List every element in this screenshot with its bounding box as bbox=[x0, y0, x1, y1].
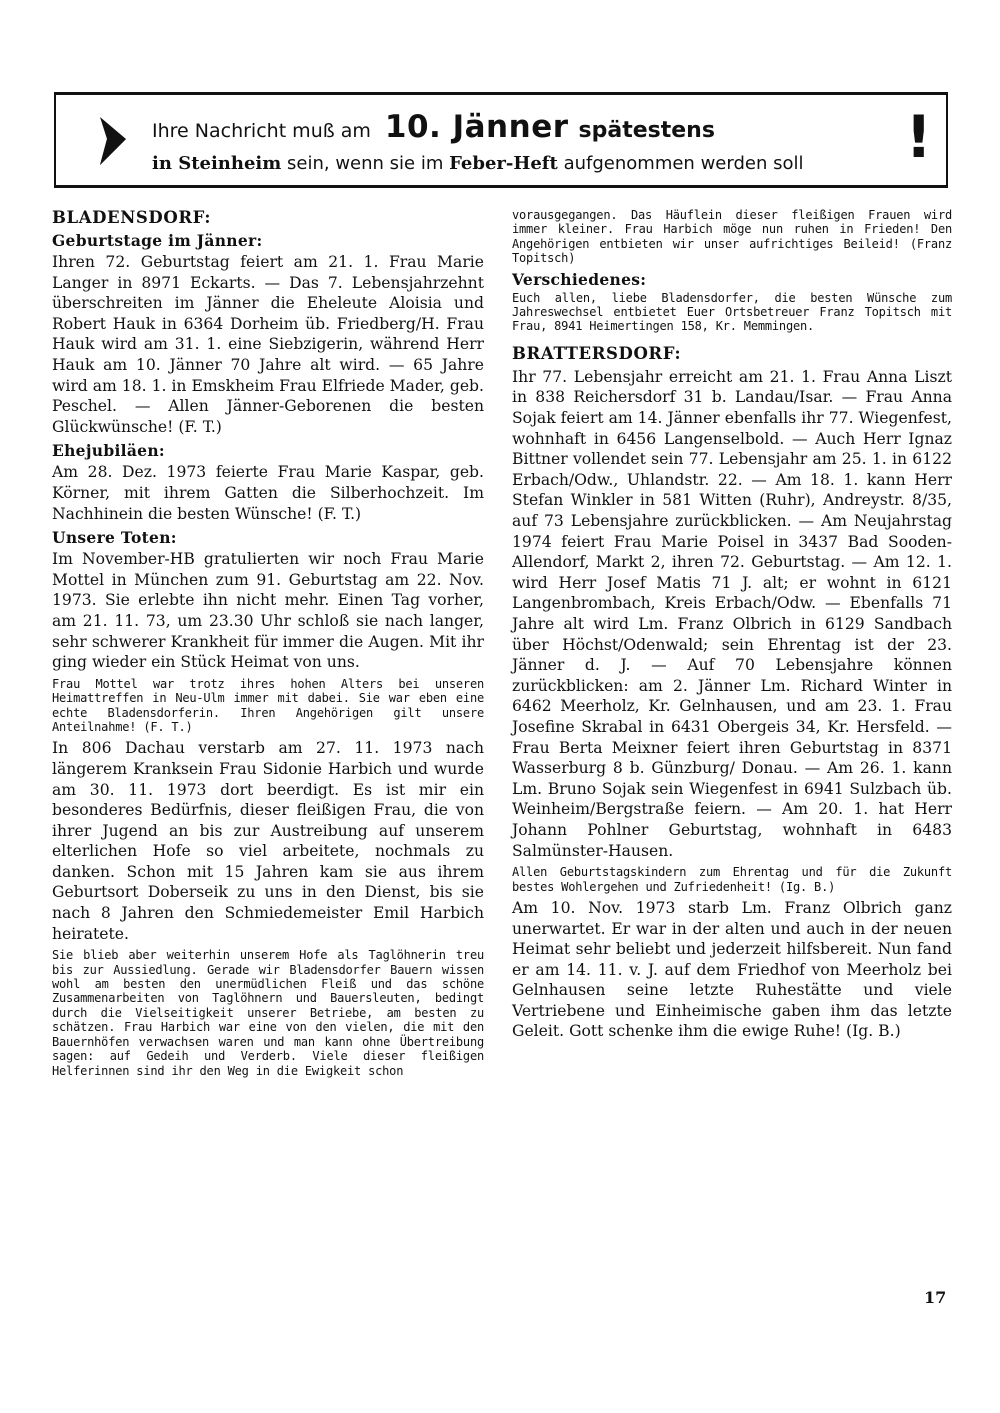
deadline-notice-box bbox=[54, 92, 948, 188]
section-heading-bladensdorf: BLADENSDORF: bbox=[52, 208, 212, 227]
page-number: 17 bbox=[924, 1288, 947, 1307]
brattersdorf-wishes-note: Allen Geburtstagskindern zum Ehrentag und für die Zukunft bestes Wohlergehen und Zufriedenheit! (Ig. B.) bbox=[512, 865, 952, 894]
anniversaries-text: Am 28. Dez. 1973 feierte Frau Marie Kaspar, geb. Körner, mit ihrem Gatten die Silberhochzeit. Im Nachhinein die besten Wünsche! (F. T.) bbox=[52, 463, 484, 523]
miscellaneous-text: Euch allen, liebe Bladensdorfer, die besten Wünsche zum Jahreswechsel entbietet Euer Ortsbetreuer Franz Topitsch mit Frau, 8941 Heimertingen 158, Kr. Memmingen. bbox=[512, 290, 952, 334]
notice-location: in Steinheim bbox=[152, 153, 282, 174]
arrow-right-icon bbox=[98, 109, 128, 171]
obituary-text-2: In 806 Dachau verstarb am 27. 11. 1973 nach längerem Kranksein Frau Sidonie Harbich und wurde am 30. 11. 1973 dort beerdigt. Es ist mir ein besonderes Bedürfnis, dieser fleißigen Frau, die von ihrer Jugend an bis zur Austreibung auf unserem elterlichen Hofe so viel arbeitete, nochmals zu danken. Schon mit 15 Jahren kam sie aus ihrem Geburtsort Doberseik zu uns in den Dienst, bis sie nach 8 Jahren den Schmiedemeister Emil Harbich heiratete. bbox=[52, 739, 484, 943]
notice-line-2 bbox=[152, 153, 803, 174]
subheading-birthdays: Geburtstage im Jänner: bbox=[52, 231, 263, 250]
exclamation-icon: ! bbox=[905, 103, 932, 171]
notice-text-a: Ihre Nachricht muß am bbox=[152, 120, 371, 142]
notice-text-b: spätestens bbox=[578, 118, 715, 143]
right-column bbox=[512, 208, 952, 1046]
obituary-note-2: Sie blieb aber weiterhin unserem Hofe als Taglöhnerin treu bis zur Aussiedlung. Gerade wir Bladensdorfer Bauern wissen wohl am besten den unermüdlichen Fleiß und das schöne Zusammenarbeiten von Taglöhnern und Bauersleuten, bedingt durch die Vielseitigkeit unserer Betriebe, am besten zu schätzen. Frau Harbich war eine von den vielen, die mit den Bauernhöfen verwachsen waren und man kann ohne Übertreibung sagen: auf Gedeih und Verderb. Viele dieser fleißigen Helferinnen sind ihr den Weg in die Ewigkeit schon bbox=[52, 948, 484, 1078]
brattersdorf-birthdays-text: Ihr 77. Lebensjahr erreicht am 21. 1. Frau Anna Liszt in 838 Reichersdorf 31 b. Landau/Isar. — Frau Anna Sojak feiert am 14. Jänner ebenfalls ihr 77. Wiegenfest, wohnhaft in 6456 Langenselbold. — Auch Herr Ignaz Bittner vollendet sein 77. Lebensjahr am 25. 1. in 6122 Erbach/Odw., Uhlandstr. 22. — Am 18. 1. kann Herr Stefan Winkler in 581 Witten (Ruhr), Andreystr. 8/35, auf 73 Lebensjahre zurückblicken. — Am Neujahrstag 1974 feiert Frau Marie Poisel in 3437 Bad Sooden-Allendorf, Markt 2, ihren 72. Geburtstag. — Am 12. 1. wird Herr Josef Matis 71 J. alt; er wohnt in 6121 Langenbrombach, Kreis Erbach/Odw. — Ebenfalls 71 Jahre alt wird Lm. Franz Olbrich in 6129 Sandbach über Höchst/Odenwald; sein Ehrentag ist der 23. Jänner d. J. — Auf 70 Lebensjahre können zurückblicken: am 2. Jänner Lm. Richard Winter in 6462 Meerholz, Kr. Gelnhausen, und am 23. 1. Frau Josefine Skrabal in 6431 Obergeis 34, Kr. Hersfeld. — Frau Berta Meixner feiert ihren Geburtstag in 8371 Wasserburg 8 b. Günzburg/ Donau. — Am 26. 1. kann Lm. Bruno Sojak sein Wiegenfest in 6941 Sulzbach üb. Weinheim/Bergstraße feiern. — Am 20. 1. hat Herr Johann Pohlner Geburtstag, wohnhaft in 6483 Salmünster-Hausen. bbox=[512, 367, 952, 860]
subheading-obituaries: Unsere Toten: bbox=[52, 528, 177, 548]
obituary-note-1: Frau Mottel war trotz ihres hohen Alters bei unseren Heimattreffen in Neu-Ulm immer mit dabei. Sie war eben eine echte Bladensdorferin. Ihren Angehörigen gilt unsere Anteilnahme! (F. T.) bbox=[52, 676, 484, 734]
notice-deadline-date: 10. Jänner bbox=[384, 109, 569, 145]
notice-text-d: aufgenommen werden soll bbox=[557, 153, 804, 174]
birthdays-text: Ihren 72. Geburtstag feiert am 21. 1. Frau Marie Langer in 8971 Eckarts. — Das 7. Lebensjahrzehnt überschreiten im Jänner die Eheleute Aloisia und Robert Hauk in 6364 Dorheim üb. Friedberg/H. Frau Hauk wird am 31. 1. eine Siebzigerin, während Herr Hauk am 10. Jänner 70 Jahre alt wird. — 65 Jahre wird am 18. 1. in Emskheim Frau Elfriede Mader, geb. Peschel. — Allen Jänner-Geborenen die besten Glückwünsche! (F. T.) bbox=[52, 253, 484, 436]
subheading-anniversaries: Ehejubiläen: bbox=[52, 441, 165, 461]
brattersdorf-obituary-text: Am 10. Nov. 1973 starb Lm. Franz Olbrich ganz unerwartet. Er war in der alten und auch in der neuen Heimat sehr beliebt und jederzeit hilfsbereit. Nun fand er am 14. 11. v. J. auf dem Friedhof von Meerholz bei Gelnhausen seine letzte Ruhestätte und viele Vertriebene und Einheimische gaben ihm das letzte Geleit. Gott schenke ihm die ewige Ruhe! (Ig. B.) bbox=[512, 898, 952, 1041]
subheading-miscellaneous: Verschiedenes: bbox=[512, 269, 647, 289]
notice-text-c: sein, wenn sie im bbox=[281, 153, 450, 174]
notice-issue: Feber-Heft bbox=[449, 153, 558, 174]
section-heading-brattersdorf: BRATTERSDORF: bbox=[512, 343, 682, 363]
obituary-text-1: Im November-HB gratulierten wir noch Frau Marie Mottel in München zum 91. Geburtstag am 22. Nov. 1973. Sie erlebte ihn nicht mehr. Einen Tag vorher, am 21. 11. 73, um 23.30 Uhr schloß sie nach langer, sehr schwerer Krankheit für immer die Augen. Mit ihr ging wieder ein Stück Heimat von uns. bbox=[52, 550, 484, 672]
notice-line-1 bbox=[152, 109, 715, 145]
left-column bbox=[52, 208, 484, 1082]
obituary-note-continued: vorausgegangen. Das Häuflein dieser fleißigen Frauen wird immer kleiner. Frau Harbich möge nun ruhen in Frieden! Den Angehörigen entbieten wir unser aufrichtiges Beileid! (Franz Topitsch) bbox=[512, 208, 952, 266]
